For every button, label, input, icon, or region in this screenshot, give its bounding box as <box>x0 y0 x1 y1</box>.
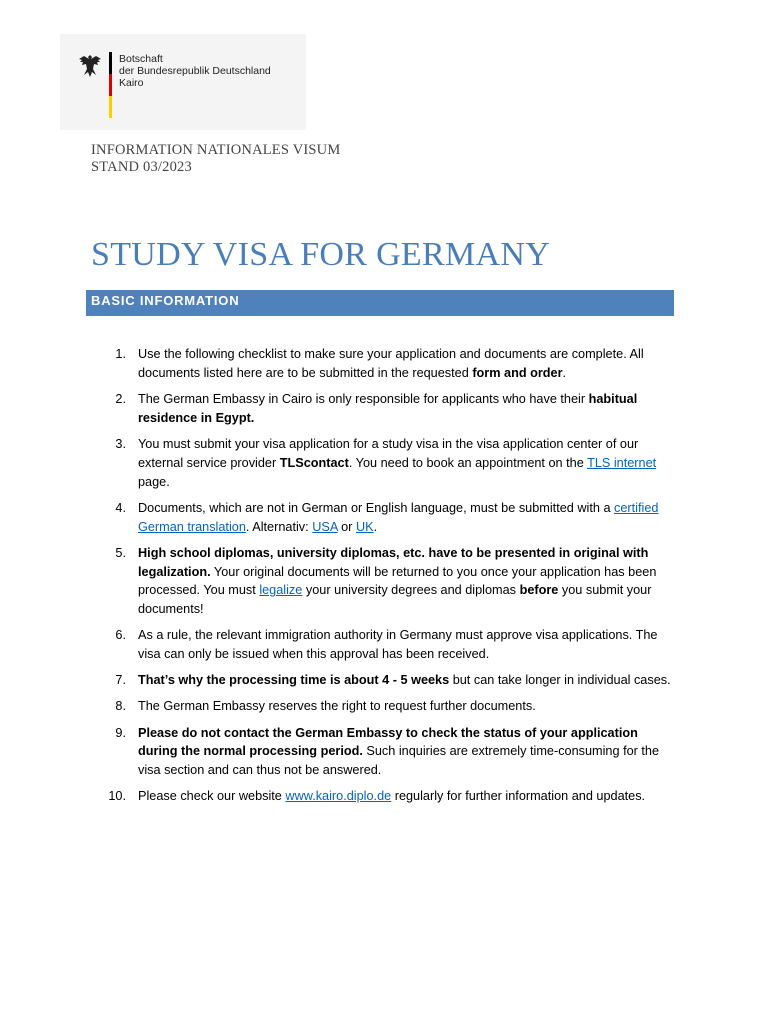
certified-translation-link[interactable]: certified German translation <box>138 500 659 534</box>
item-emphasis: TLScontact <box>279 455 349 470</box>
item-number: 4. <box>115 500 126 515</box>
item-emphasis: That’s why the processing time is about 4 - 5 weeks <box>138 673 450 688</box>
info-list <box>106 345 674 814</box>
list-item <box>106 345 674 383</box>
item-text: . Alternativ: <box>245 519 313 534</box>
list-item <box>106 626 674 664</box>
uk-link[interactable]: UK <box>355 519 374 534</box>
list-item <box>106 671 674 690</box>
item-text: page. <box>138 474 170 489</box>
page-title: STUDY VISA FOR GERMANY <box>91 236 551 273</box>
item-number: 2. <box>115 391 126 406</box>
item-emphasis: before <box>519 583 559 598</box>
item-number: 1. <box>115 347 126 361</box>
item-emphasis: habitual residence in Egypt. <box>138 391 638 425</box>
item-text: The German Embassy in Cairo is only responsible for applicants who have their <box>138 391 589 406</box>
item-text: you submit your documents! <box>138 583 652 617</box>
embassy-website-link[interactable]: www.kairo.diplo.de <box>285 789 392 804</box>
item-number: 5. <box>115 545 126 560</box>
item-text: . You need to book an appointment on the <box>348 455 588 470</box>
embassy-name-line: Botschaft <box>119 53 163 65</box>
list-item <box>106 390 674 428</box>
embassy-logo <box>60 34 306 130</box>
federal-eagle-icon <box>78 53 102 79</box>
legalize-link[interactable]: legalize <box>259 583 303 598</box>
flag-stripe-black <box>109 52 112 74</box>
flag-stripe-gold <box>109 96 112 118</box>
document-meta <box>91 142 340 176</box>
item-emphasis: Please do not contact the German Embassy to check the status of your application during the normal processing period. <box>138 725 638 759</box>
document-type: INFORMATION NATIONALES VISUM <box>91 142 341 158</box>
list-item <box>106 435 674 491</box>
item-text: . <box>373 519 378 534</box>
item-text: You must submit your visa application for a study visa in the visa application center of our external service provider <box>138 436 639 470</box>
item-number: 10. <box>108 789 126 804</box>
item-number: 9. <box>115 725 126 740</box>
item-text: regularly for further information and updates. <box>391 789 646 804</box>
item-text: Use the following checklist to make sure your application and documents are complete. All documents listed here are to be submitted in the requested <box>138 347 644 380</box>
item-number: 3. <box>115 436 126 451</box>
document-version: STAND 03/2023 <box>91 159 192 175</box>
tls-internet-link[interactable]: TLS internet <box>587 455 657 470</box>
item-text: or <box>337 519 356 534</box>
item-text: As a rule, the relevant immigration authority in Germany must approve visa applications. The visa can only be issued when this approval has been received. <box>138 628 658 662</box>
item-text: Please check our website <box>138 789 286 804</box>
item-emphasis: High school diplomas, university diplomas, etc. have to be presented in original with legalization. <box>138 545 649 579</box>
item-text: The German Embassy reserves the right to request further documents. <box>138 699 536 714</box>
item-text: Such inquiries are extremely time-consuming for the visa section and can thus not be answered. <box>138 744 660 778</box>
list-item <box>106 787 674 806</box>
embassy-name <box>119 53 271 89</box>
list-item <box>106 499 674 537</box>
item-text: Your original documents will be returned to you once your application has been processed. You must <box>138 564 657 598</box>
embassy-name-line: der Bundesrepublik Deutschland <box>119 65 271 77</box>
item-emphasis: form and order <box>472 365 563 380</box>
list-item <box>106 724 674 780</box>
item-text: . <box>562 365 567 380</box>
item-number: 7. <box>115 673 126 688</box>
embassy-name-line: Kairo <box>119 77 144 89</box>
list-item <box>106 697 674 716</box>
item-text: Documents, which are not in German or English language, must be submitted with a <box>138 500 615 515</box>
item-text: your university degrees and diplomas <box>302 583 520 598</box>
list-item <box>106 544 674 619</box>
item-number: 6. <box>115 628 126 643</box>
section-header: BASIC INFORMATION <box>86 290 674 316</box>
flag-stripe-red <box>109 74 112 96</box>
item-number: 8. <box>115 699 126 714</box>
usa-link[interactable]: USA <box>312 519 338 534</box>
item-text: but can take longer in individual cases. <box>449 673 671 688</box>
